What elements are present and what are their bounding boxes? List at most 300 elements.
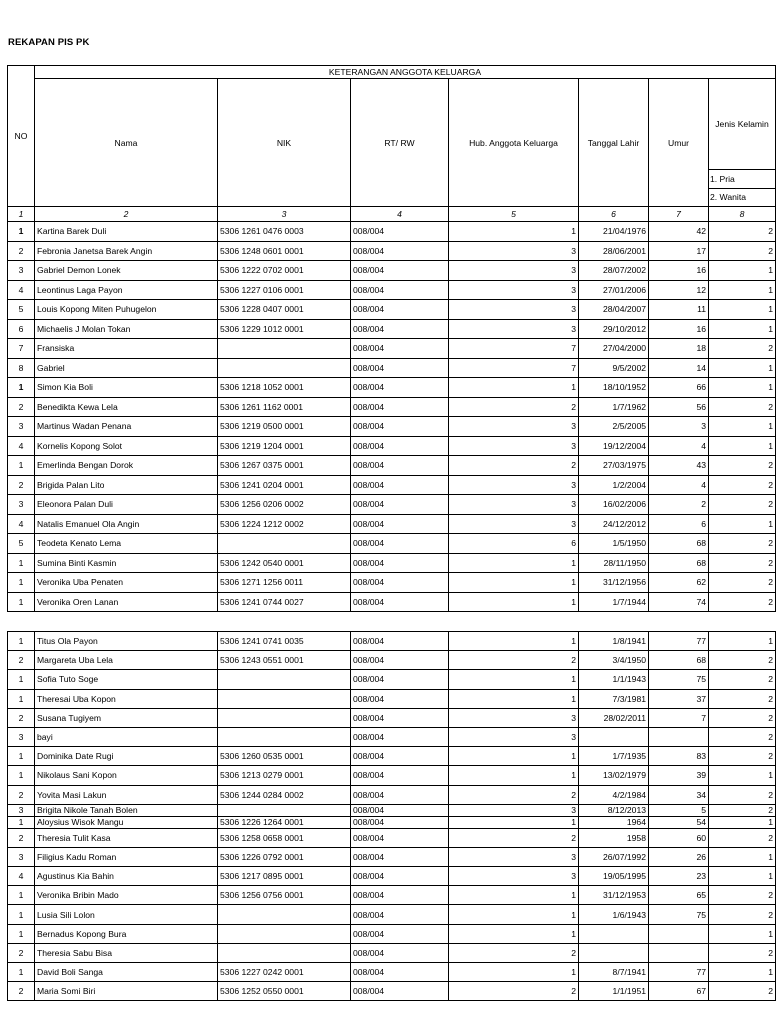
cell-umur: 14 <box>649 358 709 378</box>
cell-nama: Veronika Oren Lanan <box>35 592 218 612</box>
cell-tanggal-lahir: 1964 <box>579 816 649 828</box>
cell-tanggal-lahir: 7/3/1981 <box>579 689 649 708</box>
cell-jenis-kelamin: 2 <box>709 905 776 924</box>
cell-rtrw: 008/004 <box>351 943 449 962</box>
table-row <box>8 766 776 785</box>
cell-rtrw: 008/004 <box>351 261 449 281</box>
table-row <box>8 886 776 905</box>
header-jk-opt2: 2. Wanita <box>710 192 746 202</box>
cell-umur <box>649 943 709 962</box>
header-group: KETERANGAN ANGGOTA KELUARGA <box>35 66 776 79</box>
table-row <box>8 456 776 476</box>
cell-nama: Teodeta Kenato Lema <box>35 534 218 554</box>
cell-nik: 5306 1241 0204 0001 <box>218 475 351 495</box>
cell-umur: 54 <box>649 816 709 828</box>
table-row <box>8 261 776 281</box>
cell-nama: Brigita Nikole Tanah Bolen <box>35 804 218 816</box>
cell-rtrw: 008/004 <box>351 651 449 670</box>
cell-rtrw: 008/004 <box>351 534 449 554</box>
table-row <box>8 417 776 437</box>
table-row <box>8 689 776 708</box>
cell-tanggal-lahir: 28/04/2007 <box>579 300 649 320</box>
cell-nama: Nikolaus Sani Kopon <box>35 766 218 785</box>
cell-rtrw: 008/004 <box>351 766 449 785</box>
cell-nama: Natalis Emanuel Ola Angin <box>35 514 218 534</box>
cell-hub: 2 <box>449 828 579 847</box>
cell-nama: Titus Ola Payon <box>35 632 218 651</box>
cell-nik: 5306 1256 0756 0001 <box>218 886 351 905</box>
cell-umur: 5 <box>649 804 709 816</box>
table-row <box>8 982 776 1001</box>
cell-umur: 17 <box>649 241 709 261</box>
cell-jenis-kelamin: 1 <box>709 319 776 339</box>
cell-hub: 3 <box>449 417 579 437</box>
cell-nik: 5306 1271 1256 0011 <box>218 573 351 593</box>
cell-nama: Brigida Palan Lito <box>35 475 218 495</box>
cell-hub: 1 <box>449 905 579 924</box>
cell-no: 7 <box>8 339 35 359</box>
cell-rtrw: 008/004 <box>351 963 449 982</box>
cell-nama: Theresia Sabu Bisa <box>35 943 218 962</box>
cell-hub: 1 <box>449 886 579 905</box>
cell-umur <box>649 727 709 746</box>
cell-tanggal-lahir: 4/2/1984 <box>579 785 649 804</box>
cell-hub: 1 <box>449 816 579 828</box>
table-row <box>8 573 776 593</box>
cell-nama: bayi <box>35 727 218 746</box>
cell-nik: 5306 1252 0550 0001 <box>218 982 351 1001</box>
cell-umur: 68 <box>649 534 709 554</box>
cell-no: 1 <box>8 632 35 651</box>
cell-no: 2 <box>8 982 35 1001</box>
cell-jenis-kelamin: 1 <box>709 378 776 398</box>
cell-no: 2 <box>8 785 35 804</box>
table-row <box>8 280 776 300</box>
cell-umur: 77 <box>649 963 709 982</box>
cell-jenis-kelamin: 1 <box>709 358 776 378</box>
cell-rtrw: 008/004 <box>351 924 449 943</box>
table-row <box>8 397 776 417</box>
cell-nik: 5306 1219 0500 0001 <box>218 417 351 437</box>
cell-no: 1 <box>8 456 35 476</box>
cell-rtrw: 008/004 <box>351 280 449 300</box>
cell-no: 2 <box>8 943 35 962</box>
cell-umur: 68 <box>649 553 709 573</box>
cell-tanggal-lahir: 28/11/1950 <box>579 553 649 573</box>
cell-jenis-kelamin: 2 <box>709 339 776 359</box>
cell-hub: 3 <box>449 708 579 727</box>
col-num: 7 <box>649 207 709 222</box>
cell-nama: Lusia Sili Lolon <box>35 905 218 924</box>
cell-nama: Gabriel <box>35 358 218 378</box>
cell-nik: 5306 1244 0284 0002 <box>218 785 351 804</box>
cell-nama: Susana Tugiyem <box>35 708 218 727</box>
cell-no: 8 <box>8 358 35 378</box>
cell-tanggal-lahir: 8/7/1941 <box>579 963 649 982</box>
cell-no: 3 <box>8 804 35 816</box>
cell-umur: 66 <box>649 378 709 398</box>
cell-nik <box>218 534 351 554</box>
cell-hub: 1 <box>449 222 579 242</box>
cell-nama: Yovita Masi Lakun <box>35 785 218 804</box>
cell-jenis-kelamin: 2 <box>709 943 776 962</box>
cell-tanggal-lahir: 1/6/1943 <box>579 905 649 924</box>
header-hub: Hub. Anggota Keluarga <box>449 79 579 207</box>
cell-tanggal-lahir: 2/5/2005 <box>579 417 649 437</box>
cell-nik: 5306 1258 0658 0001 <box>218 828 351 847</box>
cell-no: 2 <box>8 708 35 727</box>
cell-umur: 83 <box>649 747 709 766</box>
cell-no: 1 <box>8 573 35 593</box>
cell-jenis-kelamin: 1 <box>709 436 776 456</box>
cell-jenis-kelamin: 2 <box>709 708 776 727</box>
cell-tanggal-lahir: 28/07/2002 <box>579 261 649 281</box>
cell-nik: 5306 1228 0407 0001 <box>218 300 351 320</box>
cell-nik: 5306 1260 0535 0001 <box>218 747 351 766</box>
cell-nik <box>218 708 351 727</box>
cell-tanggal-lahir: 27/03/1975 <box>579 456 649 476</box>
cell-nama: Theresia Tulit Kasa <box>35 828 218 847</box>
cell-rtrw: 008/004 <box>351 828 449 847</box>
cell-jenis-kelamin: 1 <box>709 867 776 886</box>
cell-hub: 3 <box>449 847 579 866</box>
cell-jenis-kelamin: 2 <box>709 592 776 612</box>
cell-hub: 7 <box>449 358 579 378</box>
cell-rtrw: 008/004 <box>351 358 449 378</box>
cell-nik: 5306 1218 1052 0001 <box>218 378 351 398</box>
cell-hub: 1 <box>449 592 579 612</box>
cell-nik: 5306 1227 0242 0001 <box>218 963 351 982</box>
cell-hub: 1 <box>449 553 579 573</box>
cell-hub: 2 <box>449 651 579 670</box>
cell-no: 1 <box>8 924 35 943</box>
cell-rtrw: 008/004 <box>351 905 449 924</box>
cell-nama: Maria Somi Biri <box>35 982 218 1001</box>
cell-umur: 4 <box>649 436 709 456</box>
cell-jenis-kelamin: 1 <box>709 847 776 866</box>
cell-jenis-kelamin: 2 <box>709 222 776 242</box>
col-num: 3 <box>218 207 351 222</box>
cell-nama: Febronia Janetsa Barek Angin <box>35 241 218 261</box>
table-row <box>8 319 776 339</box>
cell-nik: 5306 1241 0744 0027 <box>218 592 351 612</box>
cell-no: 3 <box>8 417 35 437</box>
cell-jenis-kelamin: 2 <box>709 651 776 670</box>
cell-jenis-kelamin: 1 <box>709 766 776 785</box>
cell-no: 1 <box>8 905 35 924</box>
cell-hub: 3 <box>449 475 579 495</box>
cell-tanggal-lahir: 1/2/2004 <box>579 475 649 495</box>
table-row <box>8 963 776 982</box>
cell-nik: 5306 1224 1212 0002 <box>218 514 351 534</box>
cell-hub: 1 <box>449 670 579 689</box>
table-row <box>8 495 776 515</box>
cell-umur: 74 <box>649 592 709 612</box>
family-members-table <box>7 65 776 612</box>
cell-rtrw: 008/004 <box>351 847 449 866</box>
cell-rtrw: 008/004 <box>351 747 449 766</box>
cell-rtrw: 008/004 <box>351 592 449 612</box>
cell-umur: 75 <box>649 905 709 924</box>
cell-rtrw: 008/004 <box>351 553 449 573</box>
cell-nama: Theresai Uba Kopon <box>35 689 218 708</box>
cell-nik: 5306 1213 0279 0001 <box>218 766 351 785</box>
cell-rtrw: 008/004 <box>351 689 449 708</box>
table-row <box>8 867 776 886</box>
table-row <box>8 553 776 573</box>
cell-nama: Michaelis J Molan Tokan <box>35 319 218 339</box>
cell-nama: Gabriel Demon Lonek <box>35 261 218 281</box>
cell-jenis-kelamin: 2 <box>709 553 776 573</box>
cell-nik <box>218 905 351 924</box>
cell-hub: 3 <box>449 867 579 886</box>
header-jk-options <box>709 170 776 207</box>
cell-hub: 1 <box>449 573 579 593</box>
cell-tanggal-lahir: 18/10/1952 <box>579 378 649 398</box>
cell-tanggal-lahir <box>579 924 649 943</box>
cell-no: 4 <box>8 280 35 300</box>
cell-nik: 5306 1261 1162 0001 <box>218 397 351 417</box>
cell-rtrw: 008/004 <box>351 982 449 1001</box>
cell-nik: 5306 1261 0476 0003 <box>218 222 351 242</box>
cell-rtrw: 008/004 <box>351 804 449 816</box>
cell-hub: 1 <box>449 766 579 785</box>
cell-rtrw: 008/004 <box>351 241 449 261</box>
cell-umur: 75 <box>649 670 709 689</box>
cell-jenis-kelamin: 2 <box>709 727 776 746</box>
col-num: 2 <box>35 207 218 222</box>
cell-tanggal-lahir: 31/12/1956 <box>579 573 649 593</box>
cell-no: 1 <box>8 766 35 785</box>
cell-jenis-kelamin: 1 <box>709 963 776 982</box>
cell-hub: 2 <box>449 456 579 476</box>
cell-rtrw: 008/004 <box>351 339 449 359</box>
cell-tanggal-lahir: 26/07/1992 <box>579 847 649 866</box>
cell-no: 3 <box>8 261 35 281</box>
cell-tanggal-lahir: 1/7/1962 <box>579 397 649 417</box>
table-row <box>8 804 776 816</box>
cell-tanggal-lahir <box>579 727 649 746</box>
cell-jenis-kelamin: 1 <box>709 924 776 943</box>
cell-hub: 3 <box>449 514 579 534</box>
cell-jenis-kelamin: 1 <box>709 514 776 534</box>
cell-hub: 2 <box>449 785 579 804</box>
cell-tanggal-lahir: 21/04/1976 <box>579 222 649 242</box>
cell-rtrw: 008/004 <box>351 378 449 398</box>
cell-hub: 7 <box>449 339 579 359</box>
col-num: 4 <box>351 207 449 222</box>
header-nama: Nama <box>35 79 218 207</box>
cell-hub: 3 <box>449 300 579 320</box>
cell-tanggal-lahir: 3/4/1950 <box>579 651 649 670</box>
cell-umur: 23 <box>649 867 709 886</box>
cell-umur: 39 <box>649 766 709 785</box>
cell-no: 1 <box>8 816 35 828</box>
cell-rtrw: 008/004 <box>351 573 449 593</box>
cell-umur: 42 <box>649 222 709 242</box>
table-row <box>8 905 776 924</box>
table-row <box>8 241 776 261</box>
cell-rtrw: 008/004 <box>351 670 449 689</box>
cell-nama: Veronika Bribin Mado <box>35 886 218 905</box>
cell-tanggal-lahir: 29/10/2012 <box>579 319 649 339</box>
cell-tanggal-lahir <box>579 943 649 962</box>
col-num: 6 <box>579 207 649 222</box>
cell-no: 1 <box>8 222 35 242</box>
cell-no: 2 <box>8 397 35 417</box>
cell-nama: Eleonora Palan Duli <box>35 495 218 515</box>
table-row <box>8 651 776 670</box>
cell-rtrw: 008/004 <box>351 319 449 339</box>
cell-no: 1 <box>8 553 35 573</box>
table-row <box>8 727 776 746</box>
cell-no: 2 <box>8 651 35 670</box>
cell-hub: 2 <box>449 943 579 962</box>
cell-hub: 3 <box>449 495 579 515</box>
cell-no: 4 <box>8 436 35 456</box>
cell-nik <box>218 943 351 962</box>
cell-nik: 5306 1267 0375 0001 <box>218 456 351 476</box>
header-jk: Jenis Kelamin <box>709 79 776 170</box>
table-row <box>8 514 776 534</box>
cell-umur: 6 <box>649 514 709 534</box>
col-num: 8 <box>709 207 776 222</box>
table-row <box>8 358 776 378</box>
cell-jenis-kelamin: 1 <box>709 417 776 437</box>
header-nik: NIK <box>218 79 351 207</box>
cell-umur: 65 <box>649 886 709 905</box>
cell-jenis-kelamin: 2 <box>709 689 776 708</box>
cell-rtrw: 008/004 <box>351 708 449 727</box>
table-row <box>8 632 776 651</box>
cell-jenis-kelamin: 2 <box>709 804 776 816</box>
cell-nik <box>218 804 351 816</box>
cell-rtrw: 008/004 <box>351 514 449 534</box>
cell-tanggal-lahir: 27/01/2006 <box>579 280 649 300</box>
cell-rtrw: 008/004 <box>351 867 449 886</box>
cell-no: 4 <box>8 514 35 534</box>
cell-umur <box>649 924 709 943</box>
cell-rtrw: 008/004 <box>351 300 449 320</box>
cell-tanggal-lahir: 31/12/1953 <box>579 886 649 905</box>
cell-umur: 26 <box>649 847 709 866</box>
cell-no: 1 <box>8 963 35 982</box>
cell-nik <box>218 358 351 378</box>
cell-nama: David Boli Sanga <box>35 963 218 982</box>
cell-rtrw: 008/004 <box>351 417 449 437</box>
table-row <box>8 222 776 242</box>
cell-no: 5 <box>8 300 35 320</box>
cell-umur: 4 <box>649 475 709 495</box>
cell-tanggal-lahir: 28/06/2001 <box>579 241 649 261</box>
cell-umur: 11 <box>649 300 709 320</box>
cell-jenis-kelamin: 1 <box>709 261 776 281</box>
cell-umur: 37 <box>649 689 709 708</box>
cell-hub: 3 <box>449 804 579 816</box>
cell-nama: Simon Kia Boli <box>35 378 218 398</box>
cell-jenis-kelamin: 1 <box>709 300 776 320</box>
cell-umur: 3 <box>649 417 709 437</box>
cell-umur: 62 <box>649 573 709 593</box>
cell-no: 1 <box>8 670 35 689</box>
cell-nama: Louis Kopong Miten Puhugelon <box>35 300 218 320</box>
cell-rtrw: 008/004 <box>351 886 449 905</box>
cell-nik: 5306 1226 1264 0001 <box>218 816 351 828</box>
cell-no: 3 <box>8 727 35 746</box>
document-title: REKAPAN PIS PK <box>8 37 90 48</box>
cell-tanggal-lahir: 8/12/2013 <box>579 804 649 816</box>
cell-jenis-kelamin: 2 <box>709 785 776 804</box>
cell-no: 1 <box>8 886 35 905</box>
cell-nik <box>218 727 351 746</box>
cell-hub: 6 <box>449 534 579 554</box>
cell-no: 3 <box>8 847 35 866</box>
cell-tanggal-lahir: 13/02/1979 <box>579 766 649 785</box>
cell-tanggal-lahir: 1958 <box>579 828 649 847</box>
cell-jenis-kelamin: 2 <box>709 534 776 554</box>
cell-umur: 2 <box>649 495 709 515</box>
cell-nama: Martinus Wadan Penana <box>35 417 218 437</box>
cell-tanggal-lahir: 1/7/1944 <box>579 592 649 612</box>
cell-nama: Agustinus Kia Bahin <box>35 867 218 886</box>
cell-tanggal-lahir: 28/02/2011 <box>579 708 649 727</box>
cell-nama: Sumina Binti Kasmin <box>35 553 218 573</box>
column-number-row <box>8 207 776 222</box>
cell-no: 2 <box>8 828 35 847</box>
cell-jenis-kelamin: 2 <box>709 828 776 847</box>
cell-umur: 7 <box>649 708 709 727</box>
cell-nik <box>218 689 351 708</box>
cell-hub: 1 <box>449 378 579 398</box>
cell-rtrw: 008/004 <box>351 397 449 417</box>
table-row <box>8 847 776 866</box>
cell-hub: 2 <box>449 397 579 417</box>
header-rtrw: RT/ RW <box>351 79 449 207</box>
cell-jenis-kelamin: 2 <box>709 573 776 593</box>
cell-nik <box>218 670 351 689</box>
cell-rtrw: 008/004 <box>351 222 449 242</box>
cell-umur: 34 <box>649 785 709 804</box>
cell-jenis-kelamin: 2 <box>709 475 776 495</box>
table-row <box>8 785 776 804</box>
cell-nik: 5306 1222 0702 0001 <box>218 261 351 281</box>
cell-tanggal-lahir: 1/1/1943 <box>579 670 649 689</box>
cell-umur: 60 <box>649 828 709 847</box>
cell-no: 2 <box>8 475 35 495</box>
cell-rtrw: 008/004 <box>351 436 449 456</box>
cell-umur: 16 <box>649 261 709 281</box>
family-members-table-continued <box>7 631 776 1001</box>
cell-jenis-kelamin: 1 <box>709 632 776 651</box>
cell-no: 1 <box>8 689 35 708</box>
cell-jenis-kelamin: 1 <box>709 816 776 828</box>
table-row <box>8 670 776 689</box>
header-no: NO <box>8 66 35 207</box>
header-umur: Umur <box>649 79 709 207</box>
cell-umur: 68 <box>649 651 709 670</box>
cell-hub: 3 <box>449 319 579 339</box>
cell-hub: 3 <box>449 261 579 281</box>
table-row <box>8 339 776 359</box>
cell-tanggal-lahir: 1/7/1935 <box>579 747 649 766</box>
cell-nama: Dominika Date Rugi <box>35 747 218 766</box>
cell-hub: 1 <box>449 689 579 708</box>
cell-umur: 56 <box>649 397 709 417</box>
cell-nik: 5306 1248 0601 0001 <box>218 241 351 261</box>
table-row <box>8 816 776 828</box>
cell-tanggal-lahir: 27/04/2000 <box>579 339 649 359</box>
cell-umur: 43 <box>649 456 709 476</box>
